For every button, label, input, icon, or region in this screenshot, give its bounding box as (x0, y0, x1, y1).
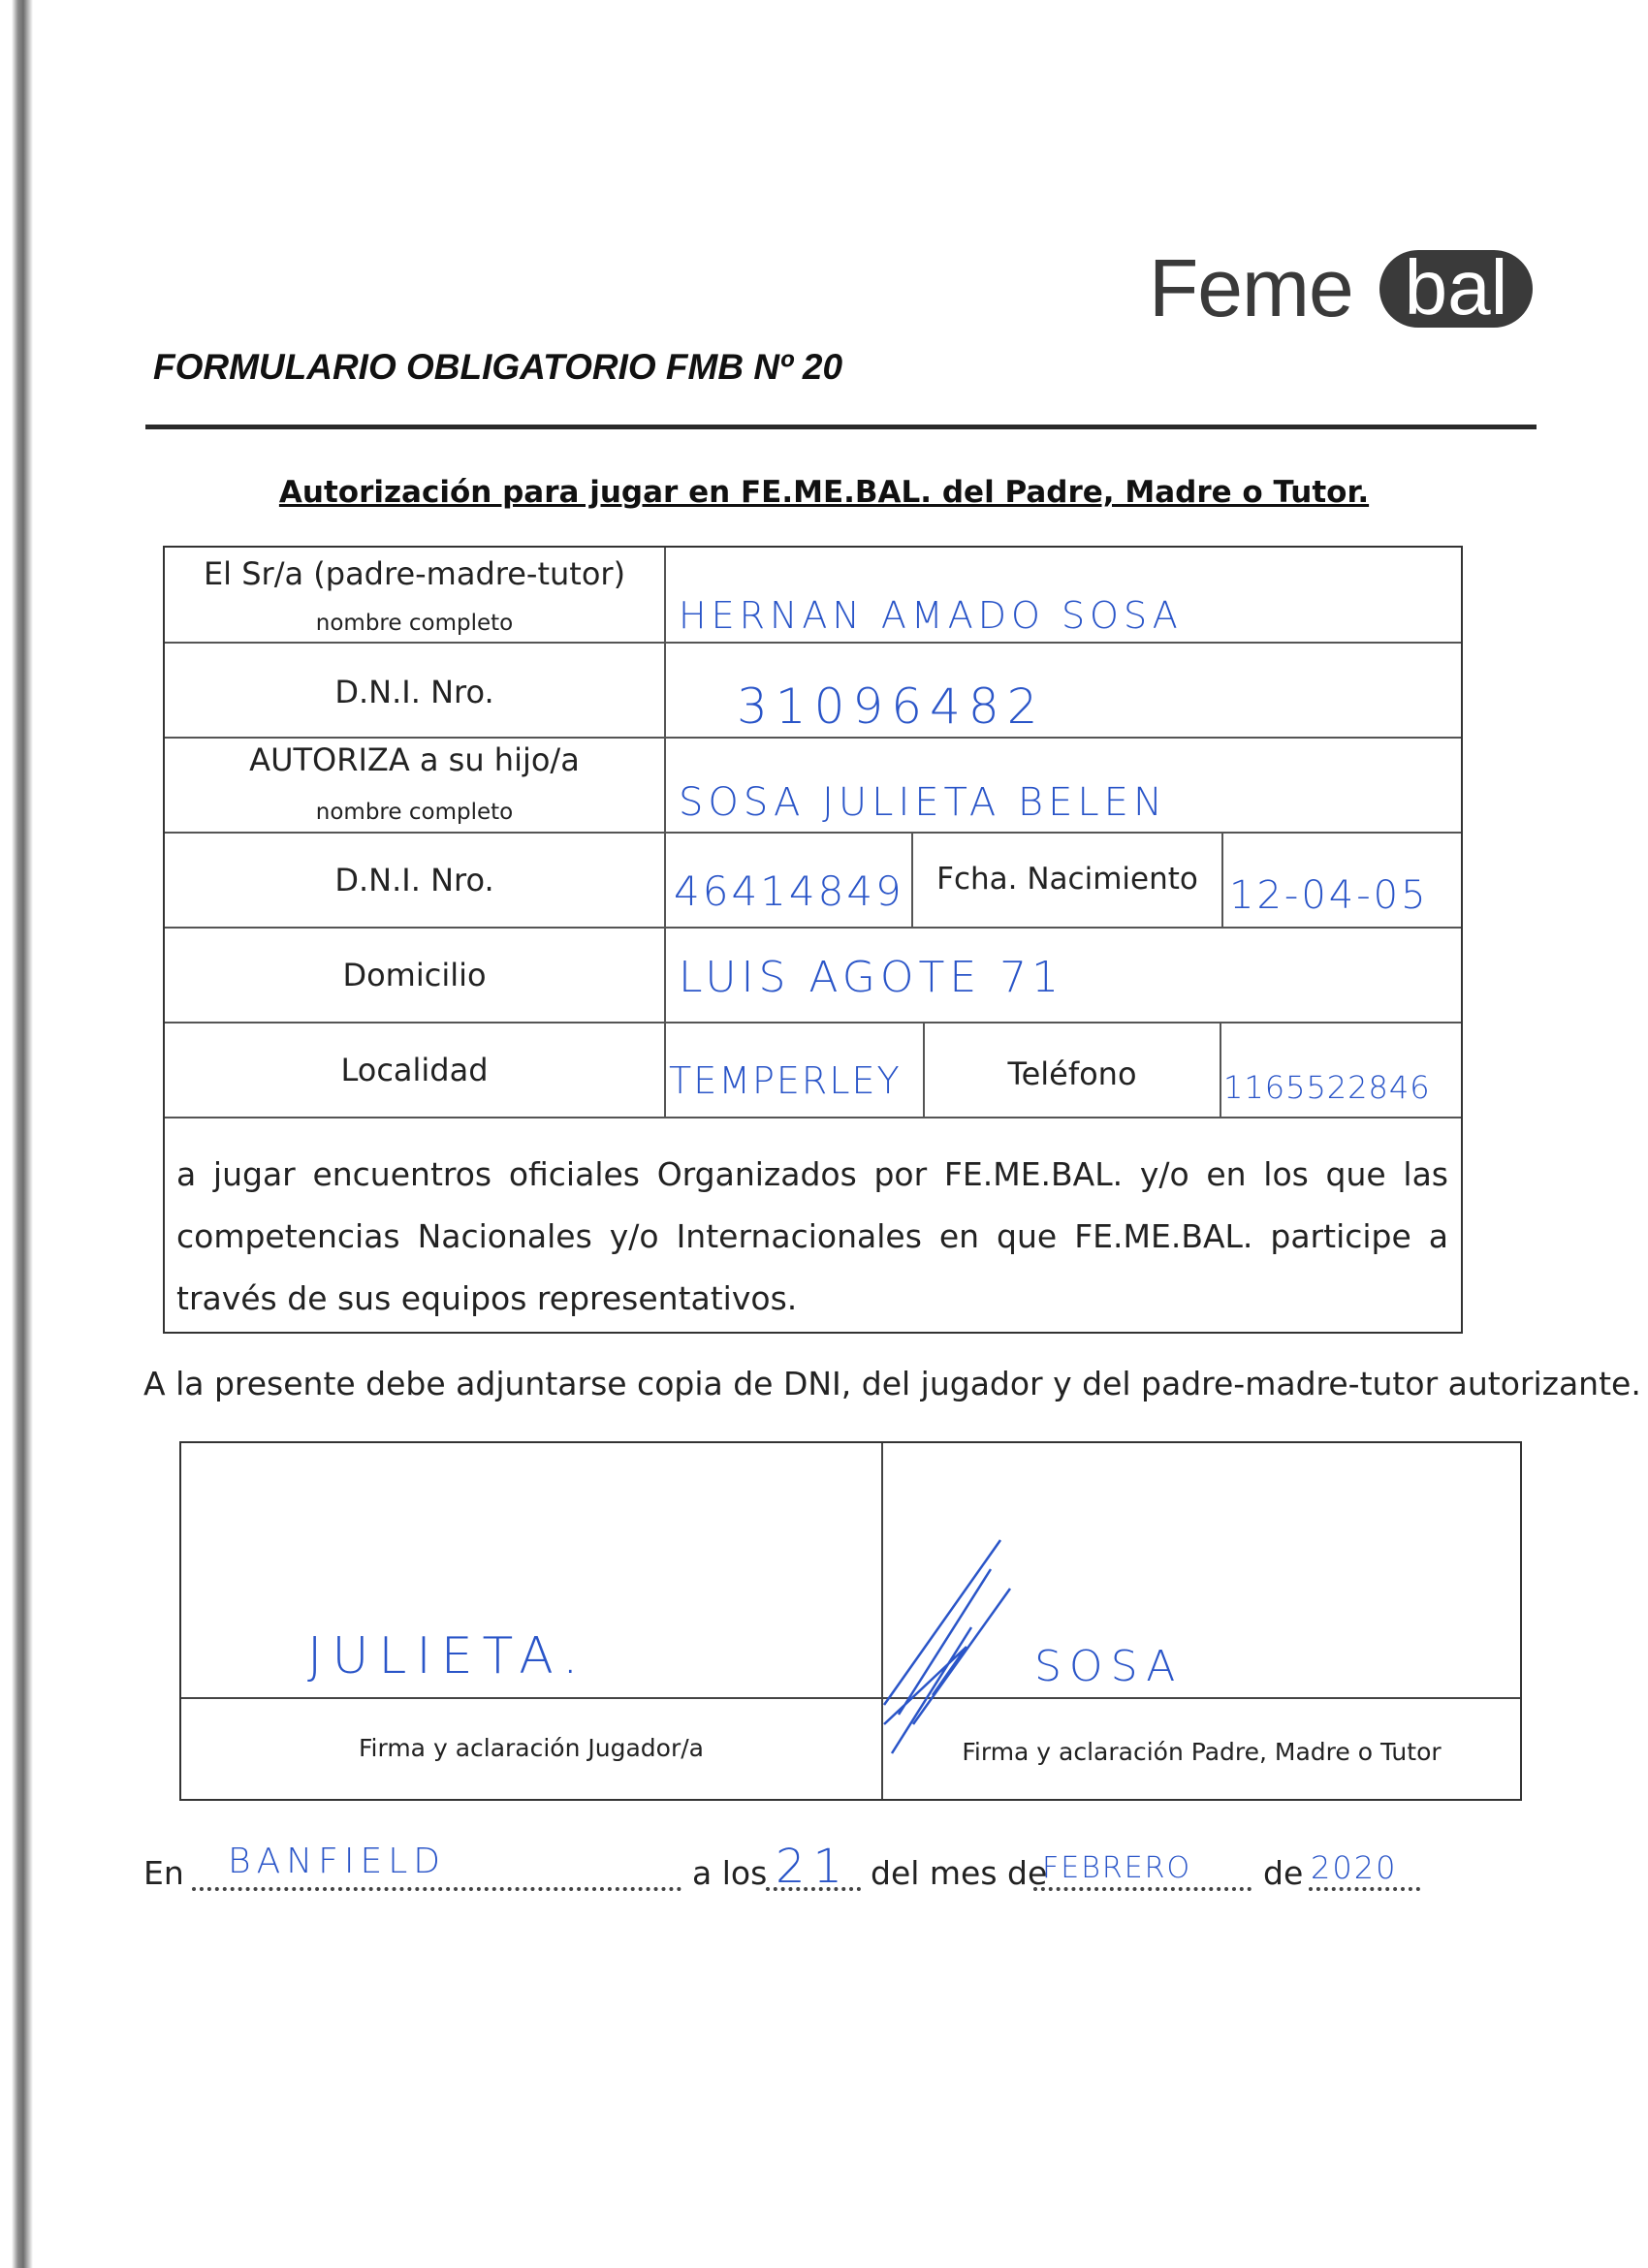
column-divider (664, 548, 666, 1117)
femebal-logo (1149, 244, 1532, 331)
parent-signature-scribble (874, 1530, 1020, 1763)
day-field[interactable]: 21 (776, 1840, 851, 1894)
city-field[interactable]: TEMPERLEY (669, 1059, 902, 1102)
signature-row-divider (181, 1697, 1520, 1699)
column-divider (1220, 1022, 1221, 1117)
tutor-label: El Sr/a (padre-madre-tutor) (203, 555, 626, 592)
logo-main-text: Feme (1149, 242, 1353, 333)
month-field[interactable]: FEBRERO (1042, 1851, 1192, 1885)
row-divider (165, 832, 1461, 834)
phone-field[interactable]: 1165522846 (1223, 1069, 1431, 1106)
mes-label: del mes de (871, 1854, 1048, 1892)
child-sublabel: nombre completo (315, 800, 514, 825)
form-subtitle: Autorización para jugar en FE.ME.BAL. del Padre, Madre o Tutor. (278, 475, 1370, 510)
column-divider (1221, 832, 1223, 927)
scan-edge (12, 0, 33, 2268)
tutor-sublabel: nombre completo (315, 611, 514, 636)
city-label: Localidad (340, 1052, 489, 1088)
player-signature: JULIETA. (307, 1627, 588, 1685)
logo-badge: bal (1379, 250, 1533, 328)
signature-table (179, 1441, 1522, 1801)
tutor-dni-label: D.N.I. Nro. (334, 674, 494, 710)
authorization-text: a jugar encuentros oficiales Organizados por FE.ME.BAL. y/o en los que las competencias Nacionales y/o Internacionales en que FE.ME.BAL. participe a través de sus equipos representativos. (176, 1155, 1448, 1317)
tutor-dni-field[interactable]: 31096482 (737, 678, 1046, 735)
signature-stroke (884, 1540, 1010, 1753)
child-dni-field[interactable]: 46414849 (674, 867, 904, 915)
birth-date-label: Fcha. Nacimiento (936, 862, 1198, 897)
parent-signature-caption: Firma y aclaración Padre, Madre o Tutor (962, 1738, 1442, 1766)
parent-signature-name: SOSA (1034, 1642, 1184, 1691)
phone-label: Teléfono (1007, 1055, 1137, 1092)
birth-date-field[interactable]: 12-04-05 (1229, 873, 1429, 918)
row-divider (165, 737, 1461, 739)
player-signature-caption: Firma y aclaración Jugador/a (358, 1734, 704, 1762)
form-title: FORMULARIO OBLIGATORIO FMB Nº 20 (153, 347, 843, 387)
row-divider (165, 1022, 1461, 1024)
title-divider (145, 425, 1537, 429)
child-dni-label: D.N.I. Nro. (334, 862, 494, 898)
address-field[interactable]: LUIS AGOTE 71 (679, 953, 1064, 1002)
tutor-name-field[interactable]: HERNAN AMADO SOSA (679, 594, 1183, 637)
row-divider (165, 642, 1461, 644)
row-divider (165, 927, 1461, 929)
de-label: de (1263, 1854, 1304, 1892)
year-field[interactable]: 2020 (1311, 1849, 1398, 1886)
en-label: En (143, 1854, 184, 1892)
a-los-label: a los (692, 1854, 768, 1892)
row-divider (165, 1117, 1461, 1118)
child-name-field[interactable]: SOSA JULIETA BELEN (679, 780, 1167, 825)
attachment-note: A la presente debe adjuntarse copia de DNI, del jugador y del padre-madre-tutor autorizante. (143, 1365, 1641, 1402)
place-field[interactable]: BANFIELD (228, 1842, 446, 1881)
autoriza-label: AUTORIZA a su hijo/a (249, 741, 580, 778)
address-label: Domicilio (342, 957, 487, 993)
